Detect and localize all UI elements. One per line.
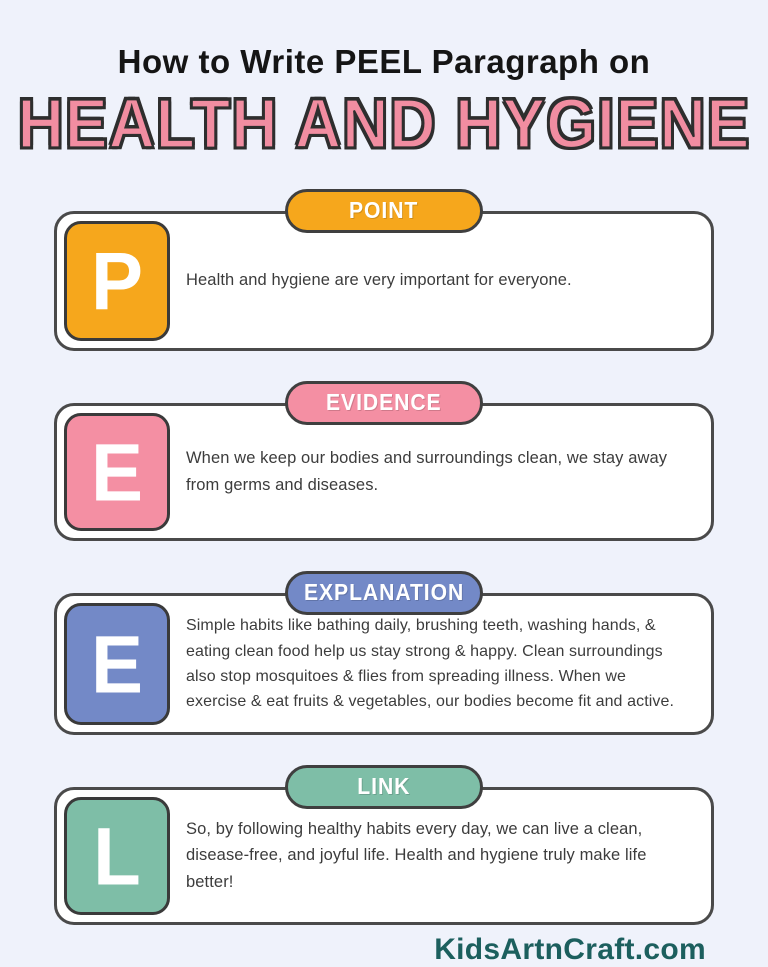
- evidence-letter: E: [90, 425, 144, 518]
- point-text: Health and hygiene are very important for everyone.: [186, 271, 572, 290]
- header: [0, 42, 768, 163]
- explanation-letter: E: [90, 617, 144, 710]
- brand-watermark: KidsArtnCraft.com: [434, 932, 706, 966]
- point-text-wrap: [186, 221, 588, 341]
- explanation-letter-badge: [64, 603, 170, 725]
- link-label: LINK: [357, 773, 411, 800]
- explanation-label: EXPLANATION: [303, 579, 465, 606]
- link-label-pill: [285, 765, 483, 809]
- page-subtitle: How to Write PEEL Paragraph on: [117, 43, 651, 80]
- link-text-wrap: [186, 797, 704, 915]
- evidence-label: EVIDENCE: [326, 389, 442, 416]
- explanation-text: Simple habits like bathing daily, brushing teeth, washing hands, & eating clean food help us stay strong & happy. Clean surroundings also stop mosquitoes & flies from spreading illness. When we exercise & eat fruits & vegetables, our bodies become fit and active.: [186, 617, 675, 711]
- evidence-text-wrap: [186, 413, 704, 531]
- page-title: HEALTH AND HYGIENE: [17, 84, 751, 163]
- peel-sections: [54, 189, 714, 925]
- footer: [54, 933, 714, 967]
- point-letter-badge: [64, 221, 170, 341]
- link-text: So, by following healthy habits every day, we can live a clean, disease-free, and joyful life. Health and hygiene truly make life better!: [186, 819, 647, 892]
- point-label: POINT: [349, 197, 419, 224]
- explanation-text-wrap: [186, 603, 704, 725]
- explanation-label-pill: [285, 571, 483, 615]
- point-letter: P: [90, 234, 144, 327]
- evidence-text: When we keep our bodies and surroundings clean, we stay away from germs and diseases.: [186, 449, 668, 494]
- point-label-pill: [285, 189, 483, 233]
- link-letter: L: [93, 809, 141, 902]
- section-evidence: [54, 381, 714, 541]
- link-letter-badge: [64, 797, 170, 915]
- evidence-label-pill: [285, 381, 483, 425]
- evidence-letter-badge: [64, 413, 170, 531]
- section-point: [54, 189, 714, 351]
- section-explanation: [54, 571, 714, 735]
- section-link: [54, 765, 714, 925]
